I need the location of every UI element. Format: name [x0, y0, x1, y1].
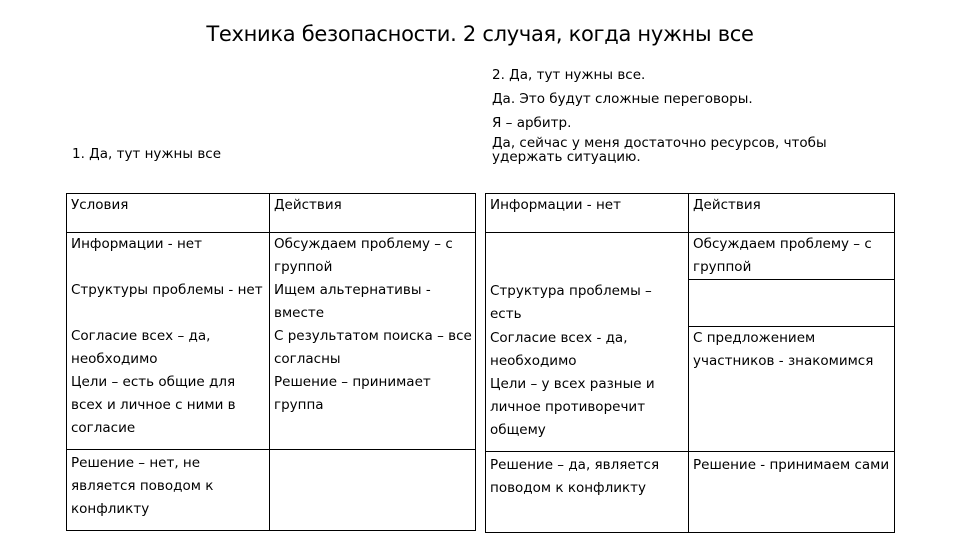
- table-cell: Согласие всех – да, необходимо: [67, 325, 270, 371]
- case-2-note: Да. Это будут сложные переговоры.: [492, 91, 753, 107]
- table-cell: Обсуждаем проблему – с группой: [689, 233, 895, 280]
- table-row: [486, 327, 895, 374]
- table-row: [67, 233, 476, 280]
- case-2-note: Да, сейчас у меня достаточно ресурсов, чтобы удержать ситуацию.: [492, 135, 827, 165]
- table-row: [67, 450, 476, 531]
- table-row: [67, 325, 476, 371]
- table-cell: Решение – нет, не является поводом к конфликту: [67, 450, 270, 531]
- case-2-table: [485, 193, 895, 533]
- table-cell: Решение - принимаем сами: [689, 452, 895, 533]
- table-row: [486, 452, 895, 533]
- table-cell: [486, 233, 689, 280]
- table-row: [486, 280, 895, 327]
- table-cell: [689, 280, 895, 327]
- table-cell: Цели – у всех разные и личное противоречит общему: [486, 373, 689, 452]
- table-cell: Структуры проблемы - нет: [67, 279, 270, 325]
- table-cell: [270, 450, 476, 531]
- table-row: [67, 279, 476, 325]
- table-cell: Информации - нет: [67, 233, 270, 280]
- table-cell: Цели – есть общие для всех и личное с ними в согласие: [67, 371, 270, 450]
- table-cell: Структура проблемы – есть: [486, 280, 689, 327]
- table-cell: Согласие всех - да, необходимо: [486, 327, 689, 374]
- header-cell: Действия: [270, 194, 476, 233]
- table-row: [67, 371, 476, 450]
- header-cell: Условия: [67, 194, 270, 233]
- table-cell: Обсуждаем проблему – с группой: [270, 233, 476, 280]
- table-row: [486, 233, 895, 280]
- table-cell: С результатом поиска – все согласны: [270, 325, 476, 371]
- table-row: [486, 373, 895, 452]
- case-2-note: Я – арбитр.: [492, 115, 572, 131]
- table-cell: [689, 373, 895, 452]
- table-header-row: [67, 194, 476, 233]
- case-1-caption: 1. Да, тут нужны все: [72, 146, 222, 162]
- case-1-table: [66, 193, 476, 531]
- header-cell: Информации - нет: [486, 194, 689, 233]
- table-cell: С предложением участников - знакомимся: [689, 327, 895, 374]
- table-cell: Решение – принимает группа: [270, 371, 476, 450]
- table-cell: Ищем альтернативы - вместе: [270, 279, 476, 325]
- page-title: Техника безопасности. 2 случая, когда нужны все: [206, 22, 754, 46]
- case-2-note: 2. Да, тут нужны все.: [492, 67, 646, 83]
- table-cell: Решение – да, является поводом к конфликту: [486, 452, 689, 533]
- table-header-row: [486, 194, 895, 233]
- case-2-notes: [492, 64, 852, 164]
- header-cell: Действия: [689, 194, 895, 233]
